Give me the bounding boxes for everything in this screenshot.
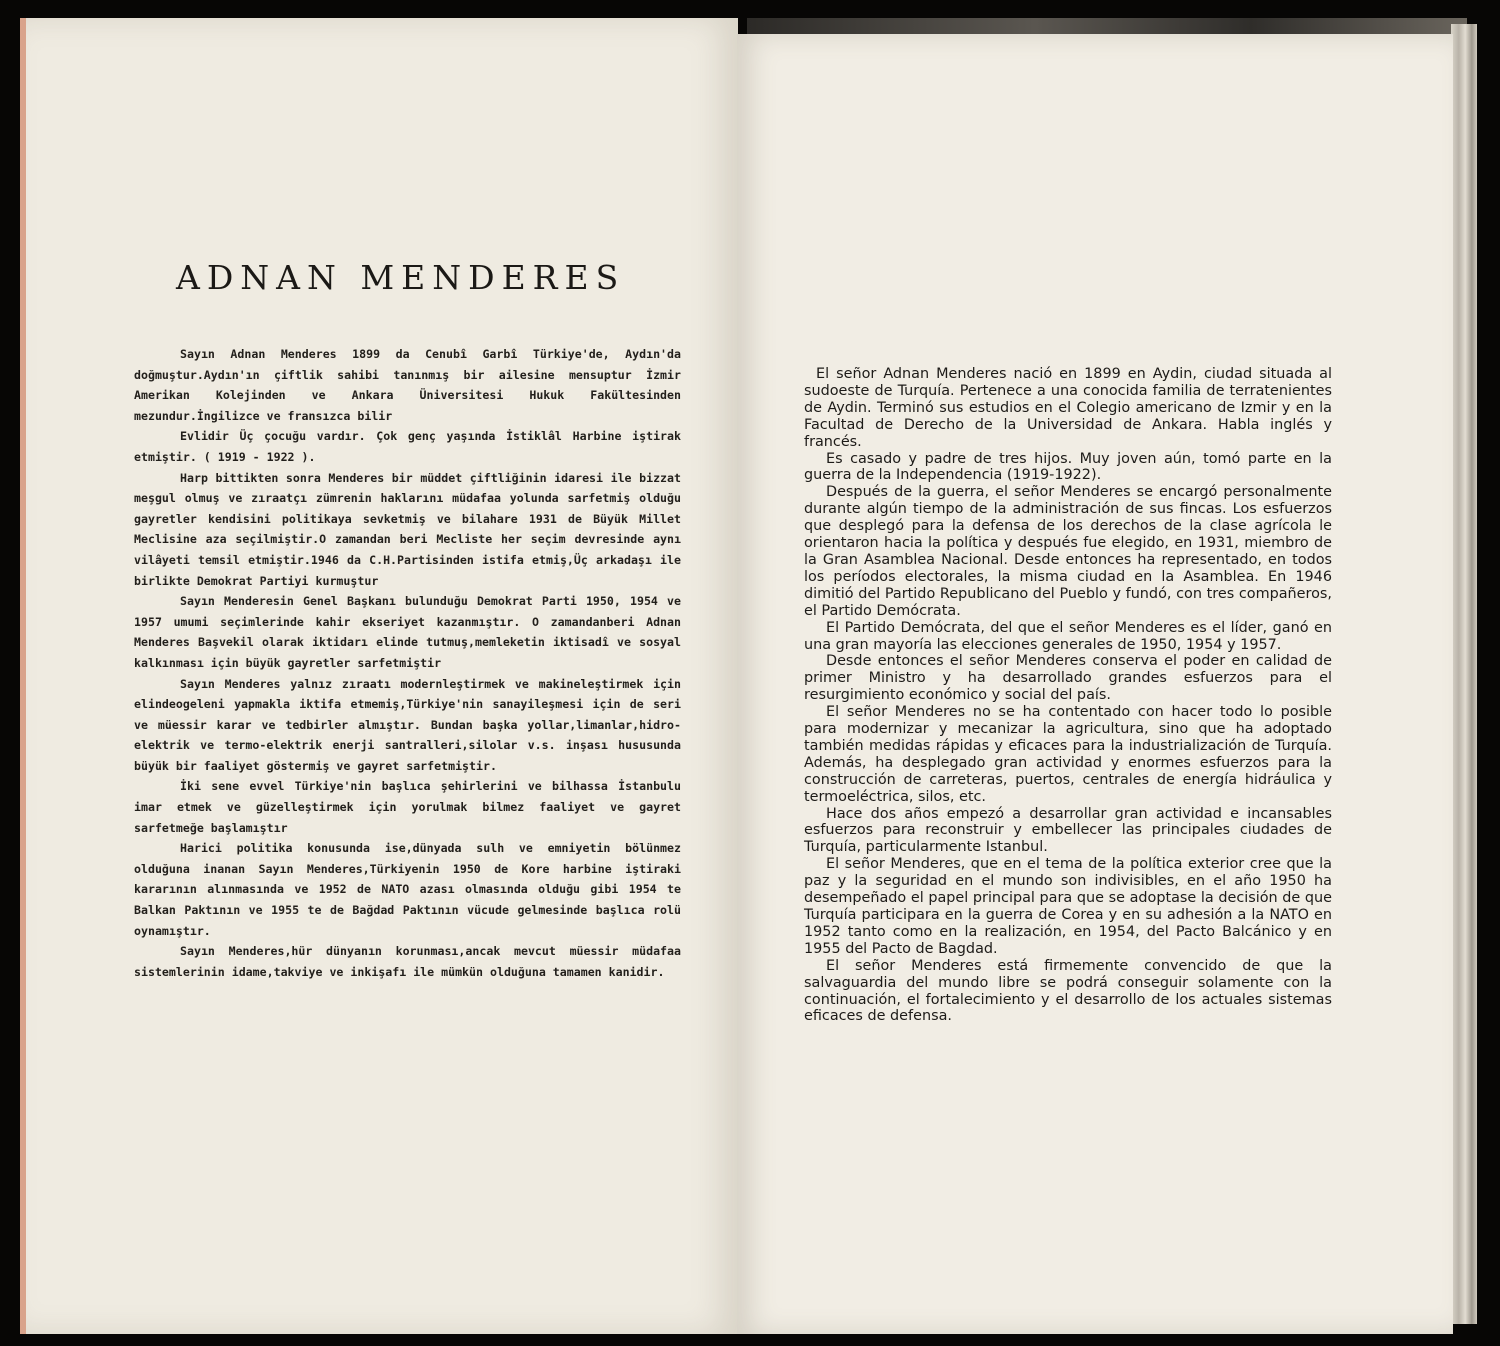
spanish-biography-text [804,366,1332,1025]
tr-paragraph: Sayın Menderesin Genel Başkanı bulunduğu Demokrat Parti 1950, 1954 ve 1957 umumi seçimlerinde kahir ekseriyet kazanmıştır. O zamandanberi Adnan Menderes Başvekil olarak iktidarı elinde tutmuş,memleketin iktisadî ve sosyal kalkınması için büyük gayretler sarfetmiştir [134,594,681,670]
tr-paragraph: Harici politika konusunda ise,dünyada sulh ve emniyetin bölünmez olduğuna inanan Sayın Menderes,Türkiyenin 1950 de Kore harbine iştiraki kararının alınmasında ve 1952 de NATO azası olmasında olduğu gibi 1954 te Balkan Paktının ve 1955 te de Bağdad Paktının vücude gelmesinde başlıca rolü oynamıştır. [134,841,681,938]
es-paragraph: Hace dos años empezó a desarrollar gran actividad e incansables esfuerzos para reconstruir y embellecer las principales ciudades de Turquía, particularmente Istanbul. [804,805,1332,856]
page-title: ADNAN MENDERES [176,258,626,297]
es-paragraph: El Partido Demócrata, del que el señor Menderes es el líder, ganó en una gran mayoría las elecciones generales de 1950, 1954 y 1957. [804,619,1332,653]
tr-paragraph: Sayın Menderes yalnız zıraatı modernleştirmek ve makineleştirmek için elindeogeleni yapmakla iktifa etmemiş,Türkiye'nin sanayileşmesi için de seri ve müessir karar ve tedbirler almıştır. Bundan başka yollar,limanlar,hidro-elektrik ve termo-elektrik enerji santralleri,silolar v.s. inşası hususunda büyük bir faaliyet göstermiş ve gayret sarfetmiştir. [134,676,681,773]
es-paragraph: El señor Adnan Menderes nació en 1899 en Aydin, ciudad situada al sudoeste de Turquía. Pertenece a una conocida familia de terratenientes de Aydin. Terminó sus estudios en el Colegio americano de Izmir y en la Facultad de Derecho de la Universidad de Ankara. Habla inglés y francés. [804,366,1332,450]
tr-paragraph: Evlidir Üç çocuğu vardır. Çok genç yaşında İstiklâl Harbine iştirak etmiştir. ( 1919 - 1922 ). [134,429,681,464]
tr-paragraph: İki sene evvel Türkiye'nin başlıca şehirlerini ve bilhassa İstanbulu imar etmek ve güzelleştirmek için yorulmak bilmez faaliyet ve gayret sarfetmeğe başlamıştır [134,779,681,835]
book-page-edges [1451,24,1477,1324]
es-paragraph: Después de la guerra, el señor Menderes se encargó personalmente durante algún tiempo de la administración de sus fincas. Los esfuerzos que desplegó para la defensa de los derechos de la clase agrícola le orientaron hacia la política y después fue elegido, en 1931, miembro de la Gran Asamblea Nacional. Desde entonces ha representado, en todos los períodos electorales, la misma ciudad en la Asamblea. En 1946 dimitió del Partido Republicano del Pueblo y fundó, con tres compañeros, el Partido Demócrata. [804,484,1332,619]
es-paragraph: El señor Menderes, que en el tema de la política exterior cree que la paz y la seguridad en el mundo son indivisibles, en el año 1950 ha desempeñado el papel principal para que se adoptase la decisión de que Turquía participara en la guerra de Corea y en su adhesión a la NATO en 1952 tanto como en la realización, en 1954, del Pacto Balcánico y en 1955 del Pacto de Bagdad. [804,856,1332,957]
tr-paragraph: Sayın Adnan Menderes 1899 da Cenubî Garbî Türkiye'de, Aydın'da doğmuştur.Aydın'ın çiftlik sahibi tanınmış bir ailesine mensuptur İzmir Amerikan Kolejinden ve Ankara Üniversitesi Hukuk Fakültesinden mezundur.İngilizce ve fransızca bilir [134,347,681,423]
tr-paragraph: Sayın Menderes,hür dünyanın korunması,ancak mevcut müessir müdafaa sistemlerinin idame,takviye ve inkişafı ile mümkün olduğuna tamamen kanidir. [134,944,681,979]
es-paragraph: Desde entonces el señor Menderes conserva el poder en calidad de primer Ministro y ha desarrollado grandes esfuerzos para el resurgimiento económico y social del país. [804,653,1332,704]
tr-paragraph: Harp bittikten sonra Menderes bir müddet çiftliğinin idaresi ile bizzat meşgul olmuş ve zıraatçı zümrenin haklarını müdafaa yolunda sarfetmiş olduğu gayretler kendisini politikaya sevketmiş ve bilahare 1931 de Büyük Millet Meclisine aza seçilmiştir.O zamandan beri Mecliste her seçim devresinde aynı vilâyeti temsil etmiştir.1946 da C.H.Partisinden istifa etmiş,Üç arkadaşı ile birlikte Demokrat Partiyi kurmuştur [134,470,681,588]
es-paragraph: Es casado y padre de tres hijos. Muy joven aún, tomó parte en la guerra de la Independencia (1919-1922). [804,450,1332,484]
turkish-biography-text [134,344,681,982]
es-paragraph: El señor Menderes no se ha contentado con hacer todo lo posible para modernizar y mecanizar la agricultura, sino que ha adoptado también medidas rápidas y eficaces para la industrialización de Turquía. Además, ha desplegado gran actividad y enormes esfuerzos para la construcción de carreteras, puertos, centrales de energía hidráulica y termoeléctrica, silos, etc. [804,704,1332,805]
es-paragraph: El señor Menderes está firmemente convencido de que la salvaguardia del mundo libre se podrá conseguir solamente con la continuación, el fortalecimiento y el desarrollo de los actuales sistemas eficaces de defensa. [804,957,1332,1025]
